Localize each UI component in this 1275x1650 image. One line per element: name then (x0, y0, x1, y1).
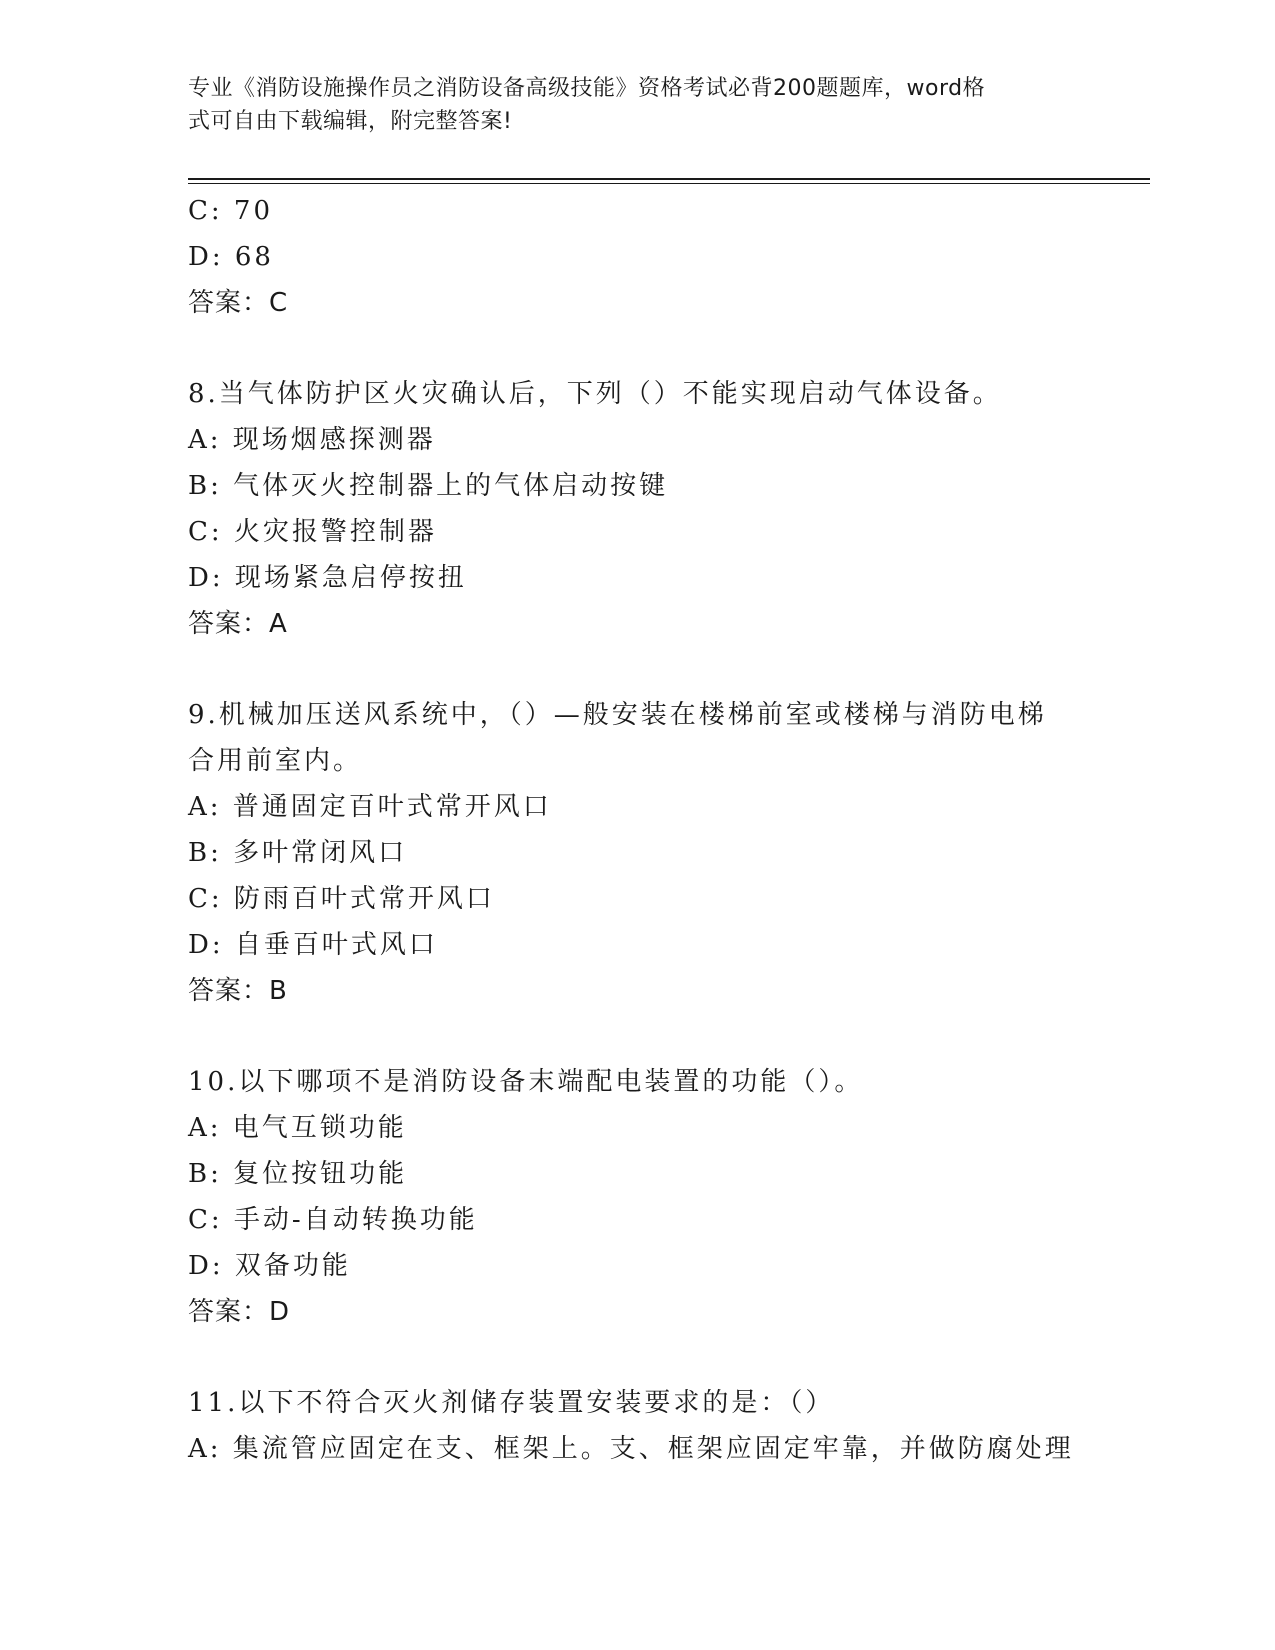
question-stem: 8.当气体防护区火灾确认后，下列（）不能实现启动气体设备。 (188, 379, 1002, 409)
option-d: D: 68 (188, 242, 274, 272)
option-b: B: 复位按钮功能 (188, 1159, 408, 1189)
option-c: C: 70 (188, 196, 274, 226)
question-9 (188, 692, 1088, 1014)
option-c: C: 火灾报警控制器 (188, 517, 437, 547)
question-stem: 11.以下不符合灭火剂储存装置安装要求的是：（） (188, 1388, 835, 1418)
option-d: D: 自垂百叶式风口 (188, 930, 438, 960)
header-divider-thin (188, 183, 1150, 184)
option-c: C: 手动-自动转换功能 (188, 1205, 478, 1235)
header-line-1: 专业《消防设施操作员之消防设备高级技能》资格考试必背200题题库，word格 (188, 76, 986, 101)
spacer (188, 1335, 1088, 1380)
question-list (188, 188, 1088, 1472)
answer: 答案：A (188, 609, 288, 639)
answer: 答案：C (188, 288, 289, 318)
option-a: A: 现场烟感探测器 (188, 425, 436, 455)
option-d: D: 现场紧急启停按扭 (188, 563, 467, 593)
spacer (188, 326, 1088, 371)
option-b: B: 气体灭火控制器上的气体启动按键 (188, 471, 669, 501)
question-8 (188, 371, 1088, 647)
question-stem-line-2: 合用前室内。 (188, 746, 363, 776)
spacer (188, 1014, 1088, 1059)
option-c: C: 防雨百叶式常开风口 (188, 884, 495, 914)
question-7-tail (188, 188, 1088, 326)
header-line-2: 式可自由下载编辑，附完整答案! (188, 109, 513, 134)
question-stem: 10.以下哪项不是消防设备末端配电装置的功能（）。 (188, 1067, 864, 1097)
option-a: A: 集流管应固定在支、框架上。支、框架应固定牢靠，并做防腐处理 (188, 1434, 1074, 1464)
question-10 (188, 1059, 1088, 1335)
option-d: D: 双备功能 (188, 1251, 351, 1281)
option-b: B: 多叶常闭风口 (188, 838, 408, 868)
answer: 答案：B (188, 976, 288, 1006)
question-11 (188, 1380, 1088, 1472)
option-a: A: 电气互锁功能 (188, 1113, 407, 1143)
option-a: A: 普通固定百叶式常开风口 (188, 792, 552, 822)
question-stem-line-1: 9.机械加压送风系统中，（）—般安装在楼梯前室或楼梯与消防电梯 (188, 700, 1047, 730)
header-divider-thick (188, 178, 1150, 180)
answer: 答案：D (188, 1297, 291, 1327)
spacer (188, 647, 1088, 692)
document-header (188, 72, 1088, 138)
